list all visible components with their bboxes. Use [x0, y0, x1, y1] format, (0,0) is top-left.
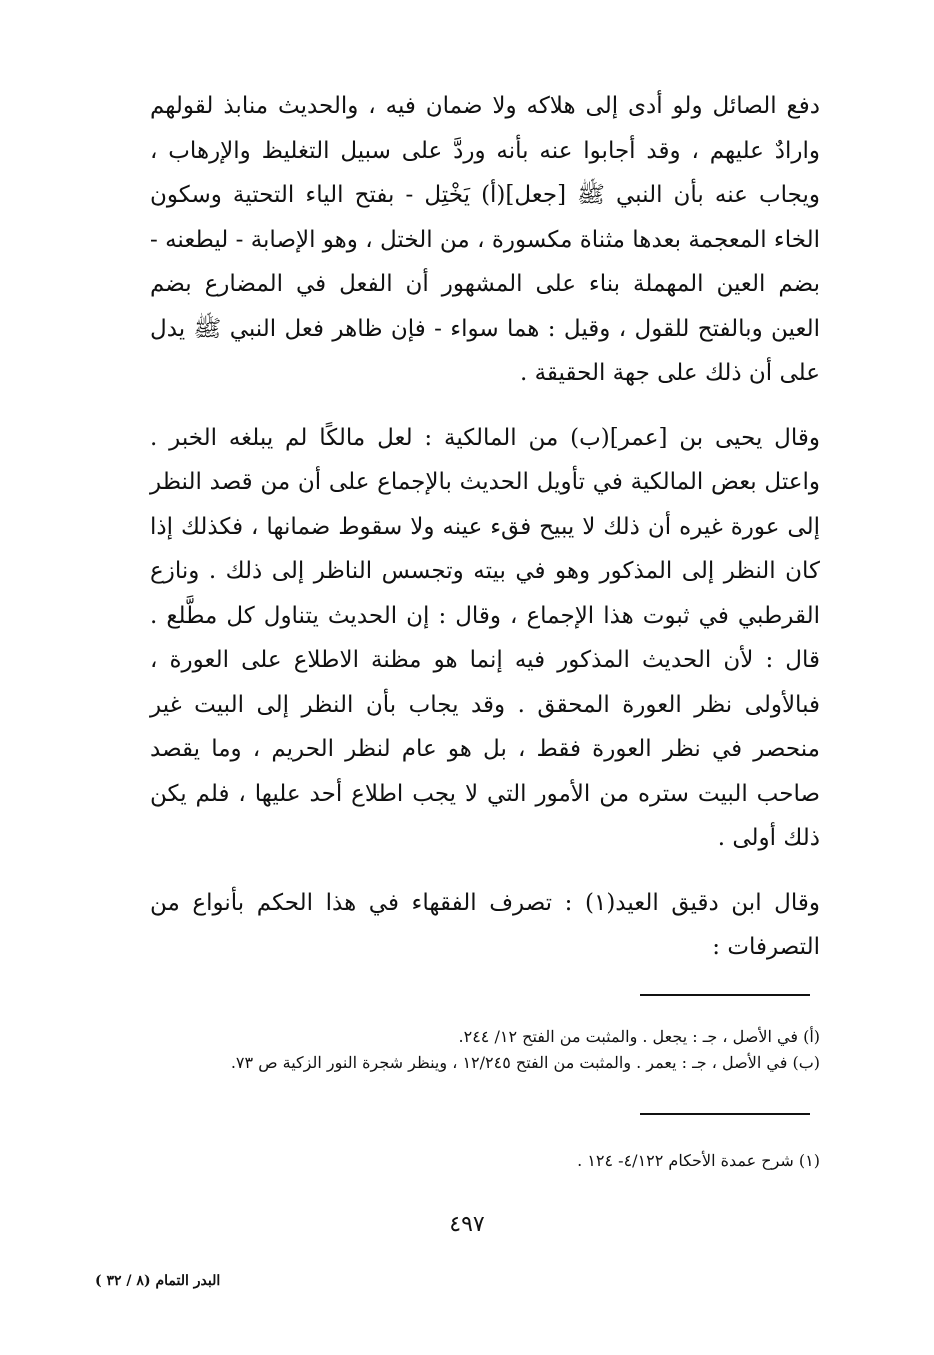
variant-note-b: (ب) في الأصل ، جـ : يعمر . والمثبت من الفتح ١٢/٢٤٥ ، وينظر شجرة النور الزكية ص ٧٣.	[230, 1053, 820, 1072]
variant-notes-rule	[640, 994, 810, 996]
page-number: ٤٩٧	[449, 1212, 485, 1237]
footnote-1: (١) شرح عمدة الأحكام ٤/١٢٢- ١٢٤ .	[577, 1151, 820, 1170]
footnotes-rule	[640, 1113, 810, 1115]
paragraph-2: وقال يحيى بن [عمر](ب) من المالكية : لعل مالكًا لم يبلغه الخبر . واعتل بعض المالكية في تأويل الحديث بالإجماع على أن من قصد النظر إلى عورة غيره أن ذلك لا يبيح فقء عينه ولا سقوط ضمانها ، فكذلك إذا كان النظر إلى المذكور وهو في بيته وتجسس الناظر إلى ذلك . ونازع القرطبي في ثبوت هذا الإجماع ، وقال : إن الحديث يتناول كل مطَّلع . قال : لأن الحديث المذكور فيه إنما هو مظنة الاطلاع على العورة ، فبالأولى نظر العورة المحقق . وقد يجاب بأن النظر إلى البيت غير منحصر في نظر العورة فقط ، بل هو عام لنظر الحريم ، وما يقصد صاحب البيت ستره من الأمور التي لا يجب اطلاع أحد عليها ، فلم يكن ذلك أولى .	[150, 424, 820, 851]
variant-notes	[150, 1024, 820, 1076]
paragraph-3: وقال ابن دقيق العيد(١) : تصرف الفقهاء في هذا الحكم بأنواع من التصرفات :	[150, 889, 820, 960]
variant-note-a: (أ) في الأصل ، جـ : يجعل . والمثبت من الفتح ١٢/ ٢٤٤.	[458, 1027, 820, 1046]
main-text	[150, 84, 820, 970]
running-footer: البدر التمام (٨ / ٣٢ )	[95, 1273, 221, 1289]
footnotes	[150, 1148, 820, 1174]
paragraph-1: دفع الصائل ولو أدى إلى هلاكه ولا ضمان فيه ، والحديث منابذ لقولهم وارادٌ عليهم ، وقد أجابوا عنه بأنه وردَّ على سبيل التغليظ والإرهاب ، ويجاب عنه بأن النبي ﷺ [جعل](أ) يَخْتِل - بفتح الياء التحتية وسكون الخاء المعجمة بعدها مثناة مكسورة ، من الختل ، وهو الإصابة - ليطعنه - بضم العين المهملة بناء على المشهور أن الفعل في المضارع بضم العين وبالفتح للقول ، وقيل : هما سواء - فإن ظاهر فعل النبي ﷺ يدل على أن ذلك على جهة الحقيقة .	[150, 93, 820, 386]
